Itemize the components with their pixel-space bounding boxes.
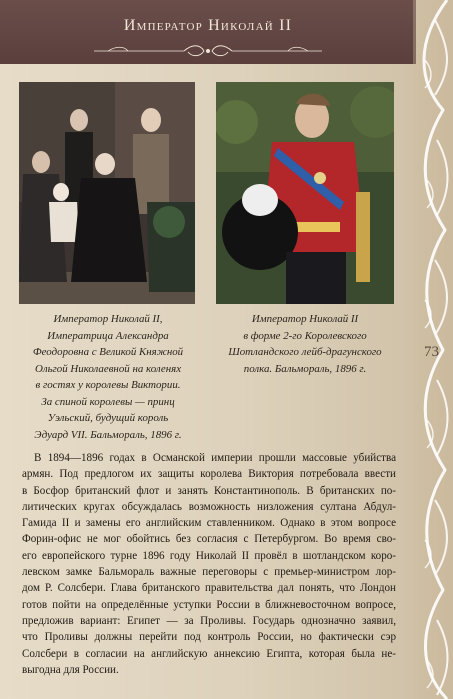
- body-line: левском замке Бальмораль важные переговоры с премьер-министром лор-: [22, 566, 396, 579]
- body-line: Солсбери в согласии на английскую аннексию Египта, которая была не-: [22, 647, 396, 660]
- body-line: предложив вариант: Египет — за Проливы. Государь однозначно заявил,: [22, 614, 396, 627]
- photo-royal-family: [19, 82, 195, 304]
- body-line: что Проливы должны перейти под контроль России, но фактически сэр: [22, 631, 396, 644]
- caption-line: Феодоровна с Великой Княжной: [32, 346, 184, 358]
- caption-line: Шотландского лейб-драгунского: [228, 346, 382, 358]
- caption-line: Эдуард VII. Бальмораль, 1896 г.: [34, 428, 182, 441]
- header-band: [0, 0, 416, 64]
- caption-line: в форме 2-го Королевского: [243, 329, 367, 342]
- caption-line: полка. Бальмораль, 1896 г.: [243, 362, 367, 375]
- caption-line: За спиной королевы — принц: [41, 395, 175, 408]
- body-line: В 1894—1896 годах в Османской империи прошли массовые убийства: [34, 452, 396, 464]
- body-line: армян. Под предлогом их защиты королева Виктория потребовала ввести: [22, 468, 396, 481]
- page-title: Император Николай II: [123, 17, 293, 34]
- caption-line: в гостях у королевы Виктории.: [35, 379, 181, 391]
- caption-line: Императрица Александра: [47, 329, 169, 342]
- body-line: его европейского турне 1896 году Николай II провёл в шотландском коро-: [22, 549, 396, 562]
- caption-line: Император Николай II,: [53, 313, 163, 325]
- page-number: 73: [424, 344, 439, 360]
- photo-emperor-uniform: [216, 82, 394, 304]
- body-line: готов пойти на определённые уступки России в ближневосточном вопросе,: [22, 598, 396, 611]
- caption-left: [17, 311, 199, 443]
- body-line: в Босфор британский флот и занять Константинополь. В британских по-: [22, 484, 396, 497]
- caption-right: [214, 311, 396, 377]
- caption-line: Император Николай II: [251, 313, 359, 325]
- body-line: дом Р. Солсбери. Глава британского правительства дал понять, что Лондон: [22, 582, 396, 595]
- body-line: литических кругах обсуждалась возможность низложения султана Абдул-: [22, 500, 396, 513]
- body-line: Гамида II и замены его английским ставленником. Однако в этом вопросе: [22, 517, 396, 530]
- body-line: Форин-офис не мог обойтись без согласия с Петербургом. Во время сво-: [22, 533, 396, 546]
- caption-line: Ольгой Николаевной на коленях: [34, 362, 182, 375]
- caption-line: Уэльский, будущий король: [47, 412, 169, 424]
- header-flourish-icon: [88, 42, 328, 60]
- body-paragraph: [22, 450, 396, 678]
- body-line: выгодна для России.: [22, 663, 119, 676]
